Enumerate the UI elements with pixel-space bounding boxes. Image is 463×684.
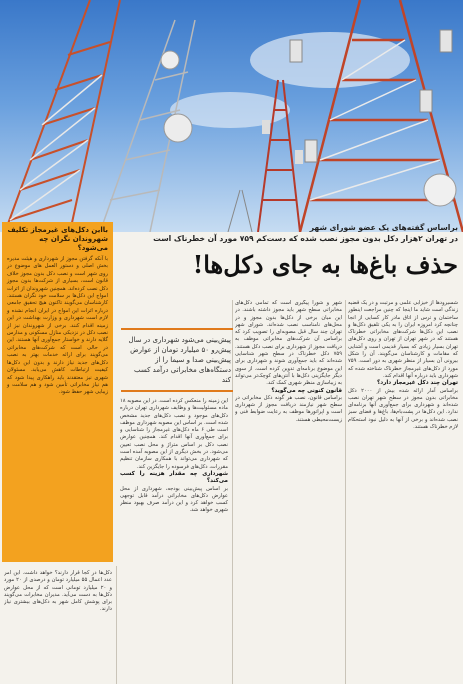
article-column-2 — [235, 300, 342, 684]
article-column-3 — [120, 398, 228, 684]
article-column-1 — [348, 300, 458, 684]
column-2-subhead: قانون کنونی چه می‌گوید؟ — [271, 387, 342, 394]
kicker-line-1: براساس گفته‌های یک عضو شورای شهر — [309, 223, 458, 232]
sidebar-title: بااین دکل‌های غیرمجاز تکلیف شهروندان نگران چه می‌شود؟ — [7, 226, 108, 252]
column-divider — [116, 566, 117, 684]
column-1-subhead: تهران چند دکل غیرمجاز دارد؟ — [377, 380, 458, 387]
headline-block — [118, 222, 458, 280]
kicker-line-2: در تهران ۲هزار دکل بدون مجوز نصب شده که دست‌کم ۷۵۹ مورد آن خطرناک است — [153, 234, 458, 243]
column-3-subhead: شهرداری چه مقدار هزینه را کسب می‌کند؟ — [120, 470, 228, 485]
sidebar-body: با آنکه گرفتن مجوز از شهرداری و هیئت مدیره بخش اصلی و دستور العمل های موضوع در روی شهر است و نصب دکل بدون مجوز خلاف قانون است، بسیاری از شرکت‌ها بدون مجوز دکل نصب کرده‌اند. همچنین شهروندان از اثرات امواج این دکل‌ها بر سلامت خود نگران هستند. کارشناسان می‌گویند تاکنون هیچ تحقیق جامعی درباره اثرات این امواج در ایران انجام نشده و لازم است شهرداری و وزارت بهداشت در این زمینه اقدام کنند. برخی از شهروندان نیز از نصب دکل در نزدیکی منازل مسکونی و مدارس گلایه دارند و خواستار جمع‌آوری آنها هستند. این در حالی است که شرکت‌های مخابراتی می‌گویند برای ارائه خدمات بهتر به نصب دکل‌های جدید نیاز دارند و بدون این دکل‌ها کیفیت ارتباطات کاهش می‌یابد. مسئولان شهری نیز معتقدند باید راهکاری پیدا شود که هم نیاز مخابراتی تأمین شود و هم سلامت و زیبایی شهر حفظ شود. — [7, 256, 108, 396]
column-2-text-2: براساس قانون، نصب هر گونه دکل مخابراتی در سطح شهر نیازمند دریافت مجوز از شهرداری است و اپراتورها موظف به رعایت ضوابط فنی و زیست‌محیطی هستند. — [235, 394, 342, 423]
column-3-text: این زمینه را منعکس کرده است. در این مصوبه ۱۸ ماده مسئولیت‌ها و وظایف شهرداری تهران درباره دکل‌های موجود و نصب دکل‌های جدید مشخص شده است. بر اساس این مصوبه شهرداری موظف است طی ۶ ماه دکل‌های غیرمجاز را شناسایی و برای جمع‌آوری آنها اقدام کند. همچنین عوارض نصب دکل بر اساس متراژ و محل نصب تعیین می‌شود. در بخش دیگری از این مصوبه آمده است که شهرداری می‌تواند با همکاری سازمان تنظیم مقررات، دکل‌های فرسوده را جایگزین کند. — [120, 398, 228, 470]
column-2-text: شهر و شورا پیگیری است که تمامی دکل‌های مخابراتی سطح شهر باید مجوز داشته باشند. در این میان برخی از دکل‌ها بدون مجوز و در محل‌های نامناسب نصب شده‌اند. شورای شهر تهران چند سال قبل مصوبه‌ای را تصویب کرد که براساس آن شرکت‌های مخابراتی موظف به دریافت مجوز از شهرداری برای نصب دکل هستند. ۷۵۹ دکل خطرناک در سطح شهر شناسایی شده‌اند که باید جمع‌آوری شوند و شهرداری برای این موضوع برنامه‌ای تدوین کرده است. از سوی دیگر جایگزینی دکل‌ها با آنتن‌های کوچک‌تر می‌تواند به زیباسازی منظر شهری کمک کند. — [235, 300, 342, 387]
column-1-text-2: براساس آمار ارائه شده بیش از ۲۰۰۰ دکل مخابراتی بدون مجوز در سطح شهر تهران نصب شده‌اند و شهرداری برای جمع‌آوری آنها برنامه‌ای ندارد. این دکل‌ها در پشت‌بام‌ها، باغ‌ها و فضای سبز نصب شده‌اند و برخی از آنها به دلیل نبود استحکام لازم خطرناک هستند. — [348, 387, 458, 431]
towers-illustration — [0, 0, 463, 232]
article-column-4 — [4, 570, 112, 684]
column-1-text: شسیرودها از خیزابی علمی و مرتبت و در یک قضیه زندگی است شاید ما اینجا که چنین مراجعت اینطور ساختمان و ترس از اتاق مادر کار کسایی از انجا چنانچه کرد امروزه ایران را به یکی تلفیق دکل‌ها و نصب این دکل‌ها شرکت‌های مخابراتی خطرناک هستند که در شهر تهران از تهران و روی دکل‌های تهران بسیار زیادی که بسیار قدیمی است و آشنایی که مقامات و کارشناسان می‌گویند. آن را شکل بیرونی آن بسیار از منظر شهری به دور است. ۷۵۹ مورد از دکل‌های غیرمجاز خطرناک شناخته شده که شهرداری باید درباره آنها اقدام کند. — [348, 300, 458, 379]
column-4-text: دکل‌ها در کجا قرار دارند؟ خواهد داشت. این امر عدد اعمال ۵۵ میلیارد تومان و درصدی از ۲۰ مورد و ۲۰ میلیارد تومانی است که از محل عوارض دکل‌ها به دست می‌آید. مدیران مخابرات می‌گویند برای پوشش کامل شهر به دکل‌های بیشتری نیاز دارند. — [4, 570, 112, 613]
pull-quote: پیش‌بینی می‌شود شهرداری در سال پیش‌رو ۵۰ میلیارد تومان از عوارض پیش‌بینی صدا و سیما را از دستگاه‌های مخابراتی درآمد کسب کند — [121, 328, 233, 392]
column-divider — [345, 300, 346, 684]
column-3-text-2: بر اساس پیش‌بینی بودجه، شهرداری از محل عوارض دکل‌های مخابراتی درآمد قابل توجهی کسب خواهد کرد و این درآمد صرف بهبود منظر شهری خواهد شد. — [120, 485, 228, 514]
sidebar-box — [2, 222, 113, 562]
headline: حذف باغ‌ها به جای دکل‌ها! — [192, 250, 458, 279]
telecom-towers-photo — [0, 0, 463, 232]
